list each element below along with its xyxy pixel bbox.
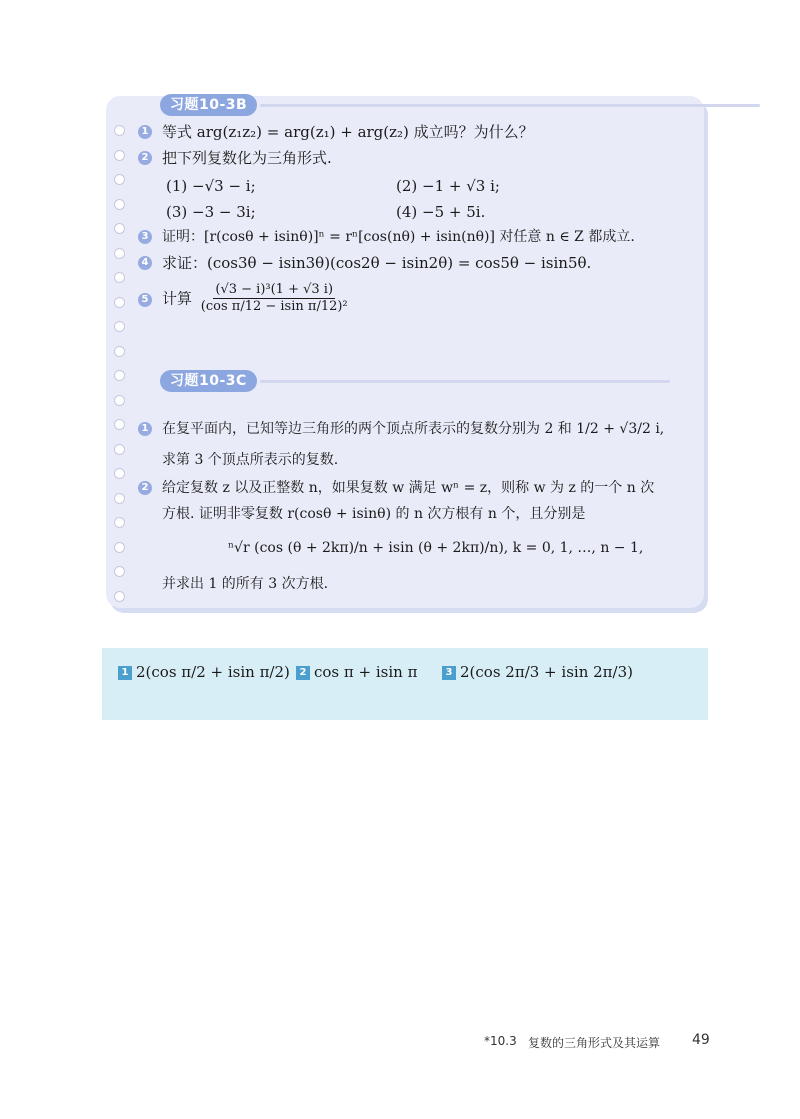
binder-hole — [114, 297, 125, 308]
problem-b5-fraction — [199, 282, 350, 315]
answer-3-text: 2(cos 2π/3 + isin 2π/3) — [460, 663, 633, 681]
binder-hole — [114, 517, 125, 528]
binder-hole — [114, 444, 125, 455]
answer-number: 3 — [442, 666, 456, 680]
answer-number: 1 — [118, 666, 132, 680]
binder-hole — [114, 272, 125, 283]
section-title-c: 习题10-3C — [160, 370, 257, 392]
problem-c2-text-c: 并求出 1 的所有 3 次方根. — [162, 576, 329, 592]
footer-title: 复数的三角形式及其运算 — [528, 1036, 661, 1050]
binder-hole — [114, 223, 125, 234]
binder-hole — [114, 174, 125, 185]
binder-hole — [114, 395, 125, 406]
problem-b2-item-2: (2) −1 + √3 i; — [396, 177, 500, 195]
binder-hole — [114, 370, 125, 381]
problem-b5-denominator: (cos π/12 − isin π/12)² — [200, 299, 348, 314]
binder-hole — [114, 199, 125, 210]
problem-b1-text: 等式 arg(z₁z₂) = arg(z₁) + arg(z₂) 成立吗？为什么？ — [162, 123, 534, 141]
answer-1-text: 2(cos π/2 + isin π/2) — [136, 663, 290, 681]
answer-number: 2 — [296, 666, 310, 680]
answer-2 — [296, 662, 417, 682]
problem-number: 4 — [138, 256, 152, 270]
problem-number: 2 — [138, 481, 152, 495]
problem-c1-text-a: 在复平面内，已知等边三角形的两个顶点所表示的复数分别为 2 和 1/2 + √3/2 i, — [162, 421, 665, 437]
problem-b2-item-3: (3) −3 − 3i; — [166, 203, 256, 221]
binder-hole — [114, 150, 125, 161]
binder-hole — [114, 321, 125, 332]
binder-hole — [114, 542, 125, 553]
answer-box — [102, 648, 708, 720]
answer-1 — [118, 662, 290, 682]
problem-number: 2 — [138, 151, 152, 165]
problem-b5-label: 计算 — [162, 289, 193, 308]
binder-hole — [114, 419, 125, 430]
problem-number: 3 — [138, 230, 152, 244]
binder-hole — [114, 566, 125, 577]
binder-hole — [114, 493, 125, 504]
binder-hole — [114, 125, 125, 136]
problem-c2-text-a: 给定复数 z 以及正整数 n，如果复数 w 满足 wⁿ = z，则称 w 为 z 的一个 n 次 — [162, 480, 655, 496]
problem-c1-text-b: 求第 3 个顶点所表示的复数. — [162, 452, 339, 468]
binder-hole — [114, 468, 125, 479]
problem-b4-text: 求证：(cos3θ − isin3θ)(cos2θ − isin2θ) = cos5θ − isin5θ. — [162, 254, 592, 272]
section-title-b: 习题10-3B — [160, 94, 257, 116]
problem-b1 — [162, 122, 534, 142]
answer-3 — [442, 662, 633, 682]
problem-c2-formula: ⁿ√r (cos (θ + 2kπ)/n + isin (θ + 2kπ)/n), k = 0, 1, …, n − 1, — [228, 540, 644, 556]
section-rule — [260, 380, 670, 383]
problem-number: 1 — [138, 125, 152, 139]
binder-hole — [114, 248, 125, 259]
problem-number: 5 — [138, 293, 152, 307]
problem-b5 — [162, 282, 352, 315]
page-number: 49 — [692, 1032, 710, 1048]
footer-section: *10.3 — [484, 1034, 517, 1048]
binder-hole — [114, 591, 125, 602]
binder-hole — [114, 346, 125, 357]
exercise-panel — [106, 96, 704, 608]
problem-c2-text-b: 方根. 证明非零复数 r(cosθ + isinθ) 的 n 次方根有 n 个，且分别是 — [162, 506, 586, 522]
problem-number: 1 — [138, 422, 152, 436]
answer-2-text: cos π + isin π — [314, 663, 418, 681]
problem-b5-numerator: (√3 − i)³(1 + √3 i) — [215, 282, 334, 297]
problem-b2-item-1: (1) −√3 − i; — [166, 177, 256, 195]
problem-b2-text: 把下列复数化为三角形式. — [162, 149, 332, 167]
problem-b2-item-4: (4) −5 + 5i. — [396, 203, 486, 221]
problem-b3-text: 证明：[r(cosθ + isinθ)]ⁿ = rⁿ[cos(nθ) + isin(nθ)] 对任意 n ∈ Z 都成立. — [162, 229, 635, 245]
section-rule — [260, 104, 760, 107]
